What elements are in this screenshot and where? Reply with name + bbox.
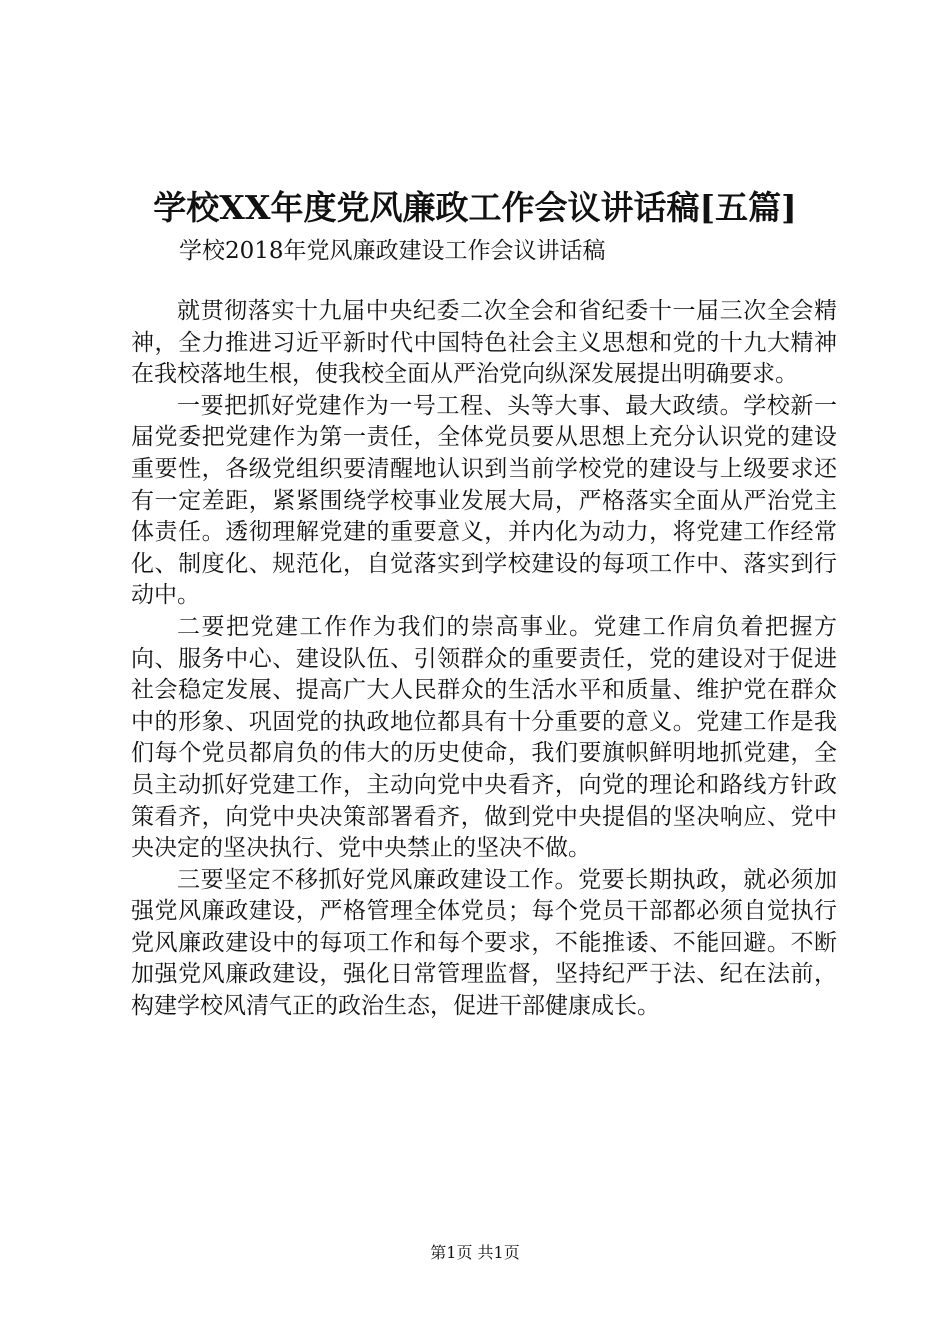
page-number: 第1页 共1页 xyxy=(430,1243,520,1262)
paragraph: 二要把党建工作作为我们的崇高事业。党建工作肩负着把握方向、服务中心、建设队伍、引领群众的重要责任，党的建设对于促进社会稳定发展、提高广大人民群众的生活水平和质量、维护党在群众中的形象、巩固党的执政地位都具有十分重要的意义。党建工作是我们每个党员都肩负的伟大的历史使命，我们要旗帜鲜明地抓党建，全员主动抓好党建工作，主动向党中央看齐，向党的理论和路线方针政策看齐，向党中央决策部署看齐，做到党中央提倡的坚决响应、党中央决定的坚决执行、党中央禁止的坚决不做。 xyxy=(131,613,837,862)
document-title: 学校XX年度党风廉政工作会议讲话稿[五篇] xyxy=(153,188,797,227)
paragraph: 三要坚定不移抓好党风廉政建设工作。党要长期执政，就必须加强党风廉政建设，严格管理全体党员；每个党员干部都必须自觉执行党风廉政建设中的每项工作和每个要求，不能推诿、不能回避。不断加强党风廉政建设，强化日常管理监督，坚持纪严于法、纪在法前，构建学校风清气正的政治生态，促进干部健康成长。 xyxy=(131,866,837,1020)
document-subtitle: 学校2018年党风廉政建设工作会议讲话稿 xyxy=(179,238,606,264)
paragraph: 就贯彻落实十九届中央纪委二次全会和省纪委十一届三次全会精神，全力推进习近平新时代中国特色社会主义思想和党的十九大精神在我校落地生根，使我校全面从严治党向纵深发展提出明确要求。 xyxy=(131,298,837,388)
document-body xyxy=(131,296,837,1023)
paragraph: 一要把抓好党建作为一号工程、头等大事、最大政绩。学校新一届党委把党建作为第一责任，全体党员要从思想上充分认识党的建设重要性，各级党组织要清醒地认识到当前学校党的建设与上级要求还有一定差距，紧紧围绕学校事业发展大局，严格落实全面从严治党主体责任。透彻理解党建的重要意义，并内化为动力，将党建工作经常化、制度化、规范化，自觉落实到学校建设的每项工作中、落实到行动中。 xyxy=(131,392,837,609)
